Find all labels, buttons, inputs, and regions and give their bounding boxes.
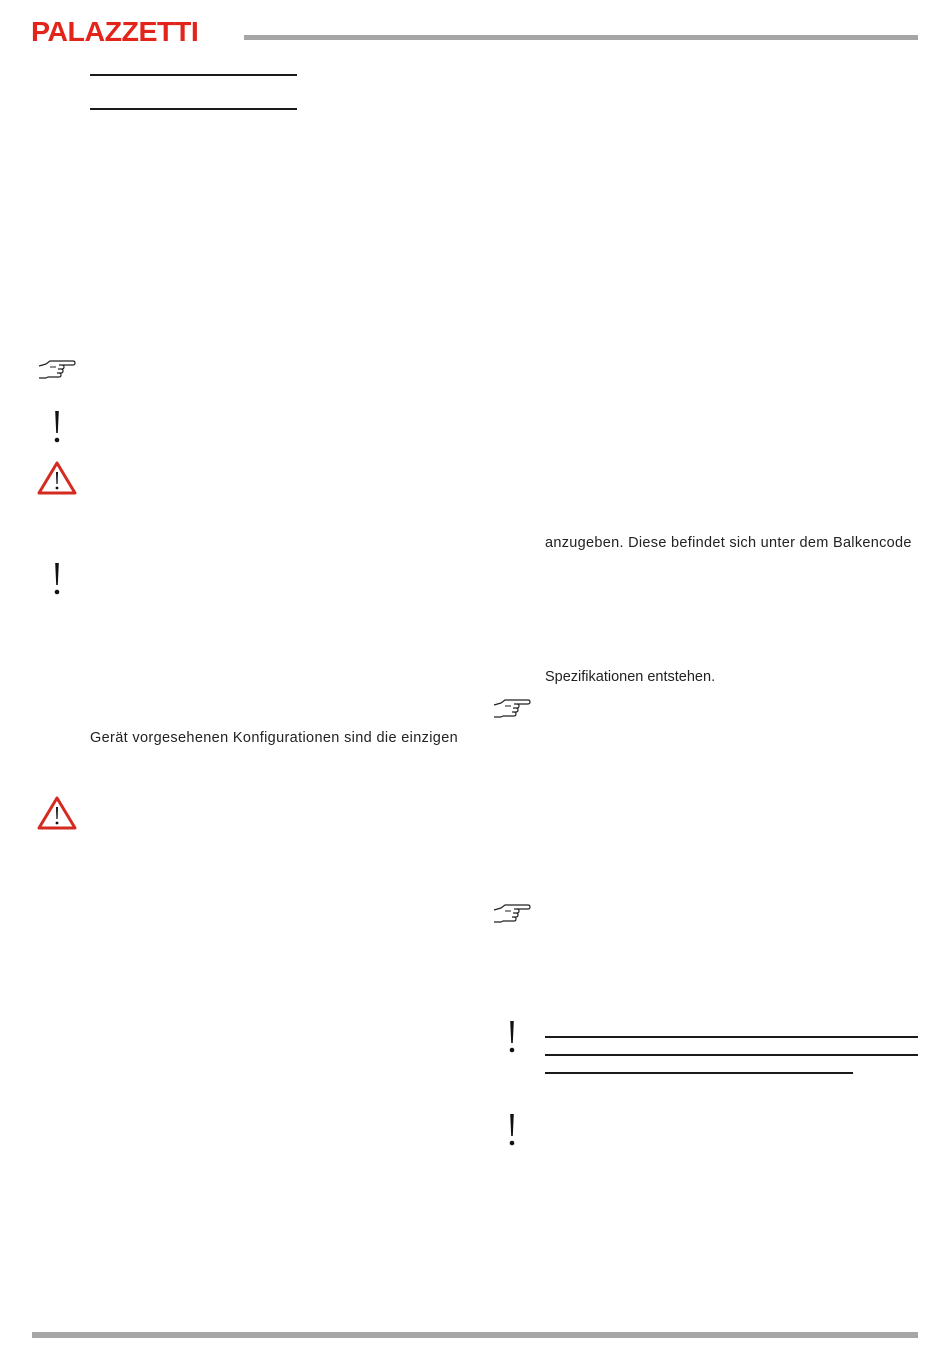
exclamation-icon xyxy=(507,1113,517,1147)
exclamation-icon xyxy=(52,562,62,596)
right-body-text-2: Spezifikationen entstehen. xyxy=(545,669,716,685)
right-underline-3 xyxy=(545,1072,853,1074)
right-body-text-1: anzugeben. Diese befindet sich unter dem Balkencode xyxy=(545,535,912,551)
pointing-hand-icon xyxy=(492,697,532,723)
right-underline-1 xyxy=(545,1036,918,1038)
heading-underline-1 xyxy=(90,74,297,76)
header-rule xyxy=(244,35,918,40)
brand-logo: PALAZZETTI xyxy=(31,16,199,47)
footer-rule xyxy=(32,1332,918,1338)
exclamation-icon xyxy=(507,1020,517,1054)
pointing-hand-icon xyxy=(492,902,532,928)
warning-triangle-icon xyxy=(37,461,77,495)
left-body-text: Gerät vorgesehenen Konfigurationen sind die einzigen xyxy=(90,730,459,746)
exclamation-icon xyxy=(52,410,62,444)
warning-triangle-icon xyxy=(37,796,77,830)
heading-underline-2 xyxy=(90,108,297,110)
pointing-hand-icon xyxy=(37,358,77,384)
right-underline-2 xyxy=(545,1054,918,1056)
